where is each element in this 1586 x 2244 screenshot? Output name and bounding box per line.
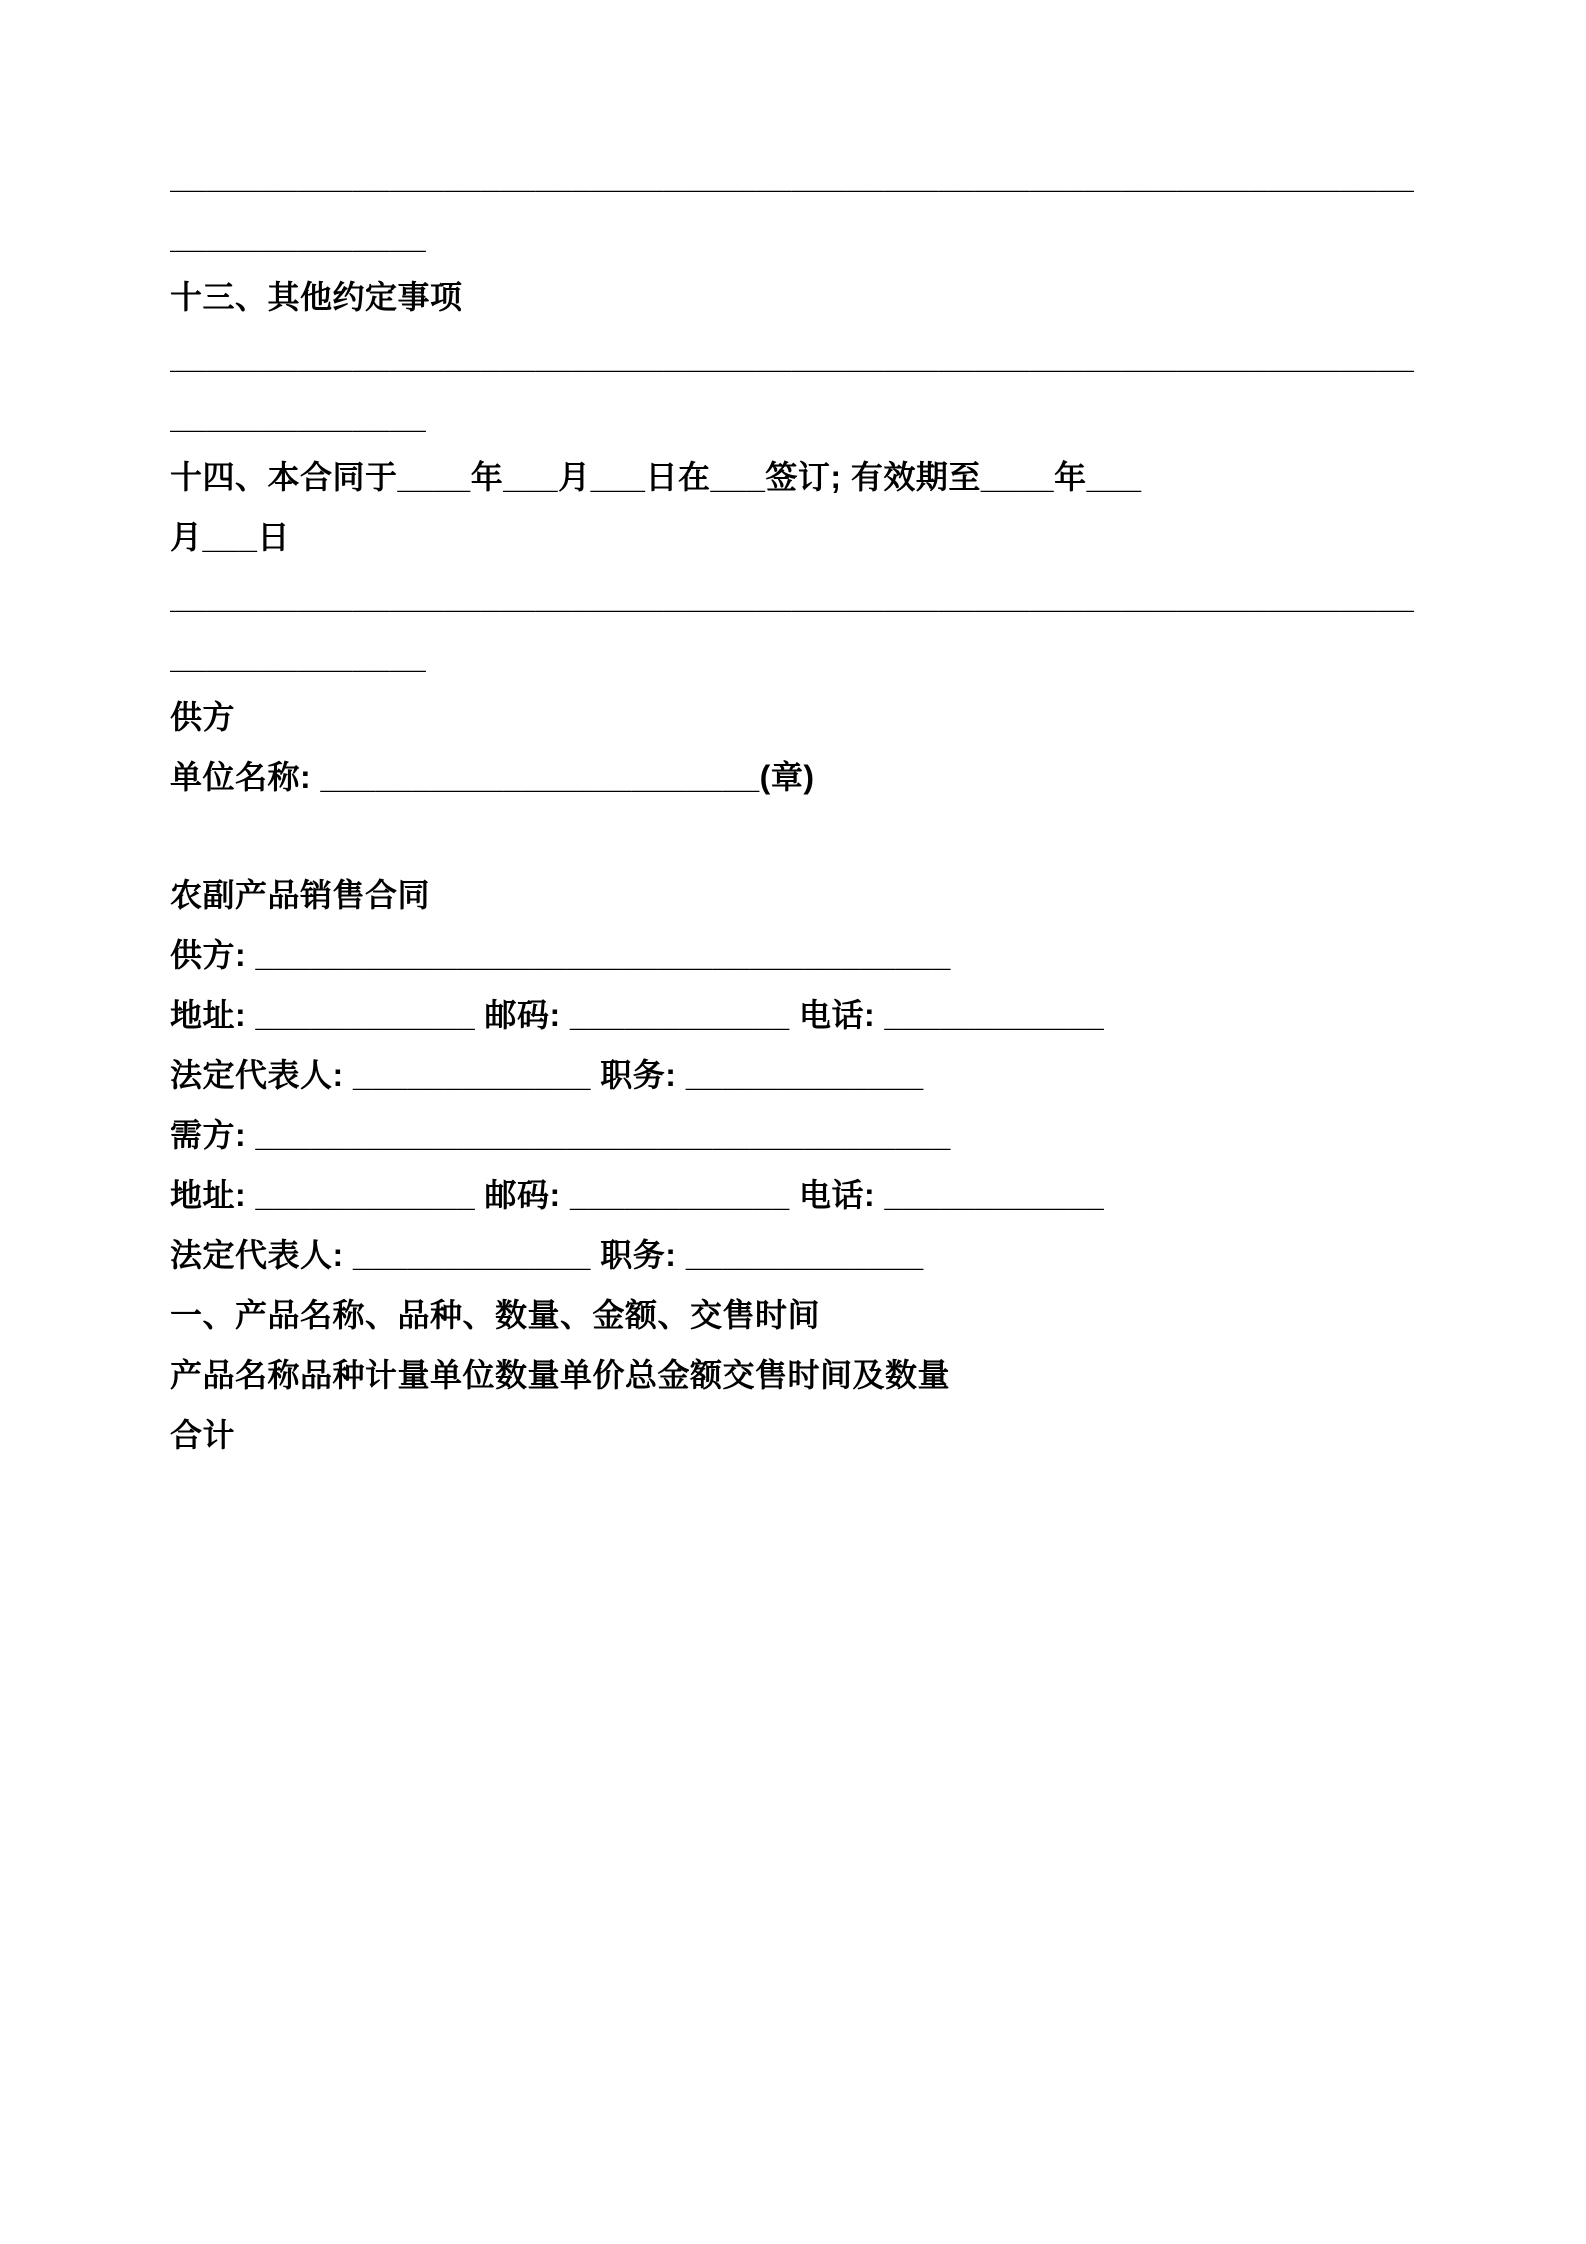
supplier-fill-line: 供方: ______________________________________ [170,937,951,973]
section-13-heading: 十三、其他约定事项 [170,279,463,315]
buyer-fill-line: 需方: ______________________________________ [170,1117,951,1153]
supplier-label: 供方 [170,699,236,735]
blank-line: ____________________________________________________________________ [170,579,1415,615]
blank-line: ______________ [170,219,427,255]
blank-line: ______________ [170,639,427,675]
supplier-representative-line: 法定代表人: _____________ 职务: _____________ [170,1057,924,1093]
unit-name-seal-line: 单位名称: ________________________(章) [170,759,815,795]
section-14-clause: 十四、本合同于____年___月___日在___签订; 有效期至____年___ [170,459,1142,495]
contract-title: 农副产品销售合同 [170,877,431,913]
buyer-contact-line: 地址: ____________ 邮码: ____________ 电话: ____________ [170,1177,1105,1213]
blank-line: ______________ [170,399,427,435]
total-label: 合计 [170,1417,236,1453]
buyer-representative-line: 法定代表人: _____________ 职务: _____________ [170,1237,924,1273]
blank-spacer [170,818,1416,854]
blank-line: ____________________________________________________________________ [170,159,1415,195]
section-1-heading: 一、产品名称、品种、数量、金额、交售时间 [170,1297,821,1333]
section-14-clause-continued: 月___日 [170,519,290,555]
product-table-header-line: 产品名称品种计量单位数量单价总金额交售时间及数量 [170,1357,951,1393]
supplier-contact-line: 地址: ____________ 邮码: ____________ 电话: ____________ [170,997,1105,1033]
blank-line: ____________________________________________________________________ [170,339,1415,375]
